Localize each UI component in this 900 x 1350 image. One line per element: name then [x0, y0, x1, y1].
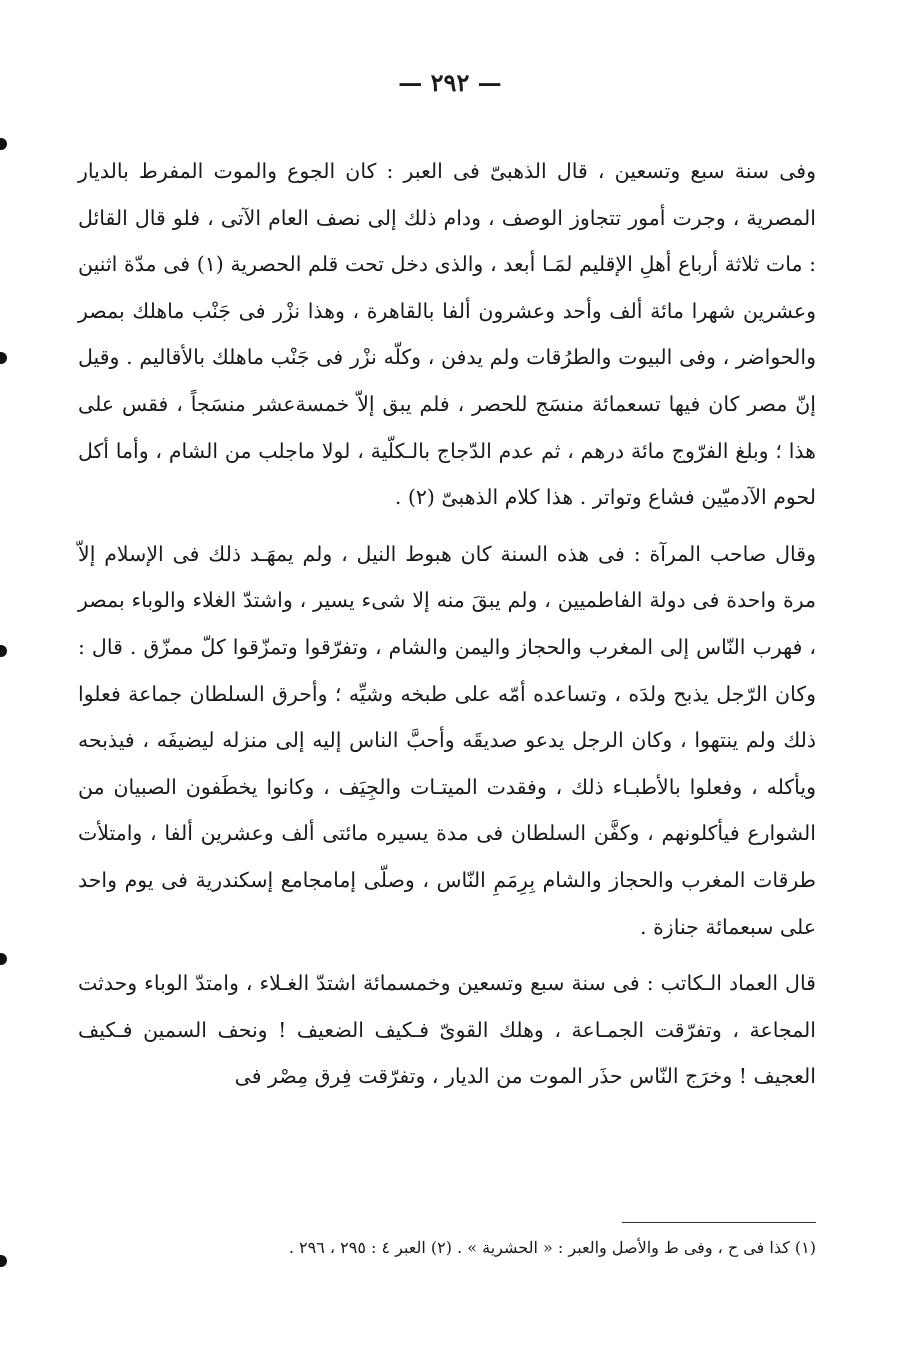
scan-margin-mark [0, 352, 7, 364]
scan-margin-mark [0, 645, 7, 657]
footnote-divider [622, 1222, 816, 1223]
paragraph-3: قال العماد الـكاتب : فى سنة سبع وتسعين وخمسمائة اشتدّ الغـلاء ، وامتدّ الوباء وحدثت المجاعة ، وتفرّقت الجمـاعة ، وهلك القوىّ فـكيف الضعيف ! ونحف السمين فـكيف العجيف ! وخرَج النّاس حذَر الموت من الديار ، وتفرّقت فِرق مِصْر فى [78, 971, 816, 1089]
page-number: — ٢٩٢ — [398, 68, 502, 97]
scan-margin-mark [0, 138, 7, 150]
paragraph-2: وقال صاحب المرآة : فى هذه السنة كان هبوط النيل ، ولم يمهَـد ذلك فى الإسلام إلاّ مرة واحدة فى دولة الفاطميين ، ولم يبقَ منه إلا شىء يسير ، واشتدّ الغلاء والوباء بمصر ، فهرب النّاس إلى المغرب والحجاز واليمن والشام ، وتفرّقوا وتمزّقوا كلّ ممزّق . قال : وكان الرّجل يذبح ولدَه ، وتساعده أمّه على طبخه وشيِّه ؛ وأحرق السلطان جماعة فعلوا ذلك ولم ينتهوا ، وكان الرجل يدعو صديقَه وأحبَّ الناس إليه إلى منزله ليضيفَه ، فيذبحه ويأكله ، وفعلوا بالأطبـاء ذلك ، وفقدت الميتـات والجِيَف ، وكانوا يخطَفون الصبيان من الشوارع فيأكلونهم ، وكفَّن السلطان فى مدة يسيره مائتى ألف وعشرين ألفا ، وامتلأت طرقات المغرب والحجاز والشام بِرِمَمِ النّاس ، وصلّى إمامجامع إسكندرية فى يوم واحد على سبعمائة جنازة . [78, 541, 816, 939]
scan-margin-mark [0, 1255, 7, 1267]
main-text [78, 148, 816, 1110]
paragraph-1: وفى سنة سبع وتسعين ، قال الذهبىّ فى العبر : كان الجوع والموت المفرط بالديار المصرية ، وجرت أمور تتجاوز الوصف ، ودام ذلك إلى نصف العام الآتى ، فلو قال القائل : مات ثلاثة أرباع أهلِ الإقليم لمَـا أبعد ، والذى دخل تحت قلم الحصرية (١) فى مدّة اثنين وعشرين شهرا مائة ألف وأحد وعشرون ألفا بالقاهرة ، وهذا نزْر فى جَنْب ماهلك بمصر والحواضر ، وفى البيوت والطرُقات ولم يدفن ، وكلّه نزْر فى جَنْب ماهلك بالأقاليم . وقيل إنّ مصر كان فيها تسعمائة منسَج للحصر ، فلم يبق إلاّ خمسةعشر منسَجاً ، فقس على هذا ؛ وبلغ الفرّوج مائة درهم ، ثم عدم الدّجاج بالـكلّية ، لولا ماجلب من الشام ، وأما أكل لحوم الآدميّين فشاع وتواتر . هذا كلام الذهبىّ (٢) . [78, 159, 817, 510]
footnote: (١) كذا فى ح ، وفى ط والأصل والعبر : « الحشرية » . (٢) العبر ٤ : ٢٩٥ ، ٢٩٦ . [288, 1238, 816, 1257]
scan-margin-mark [0, 953, 7, 965]
